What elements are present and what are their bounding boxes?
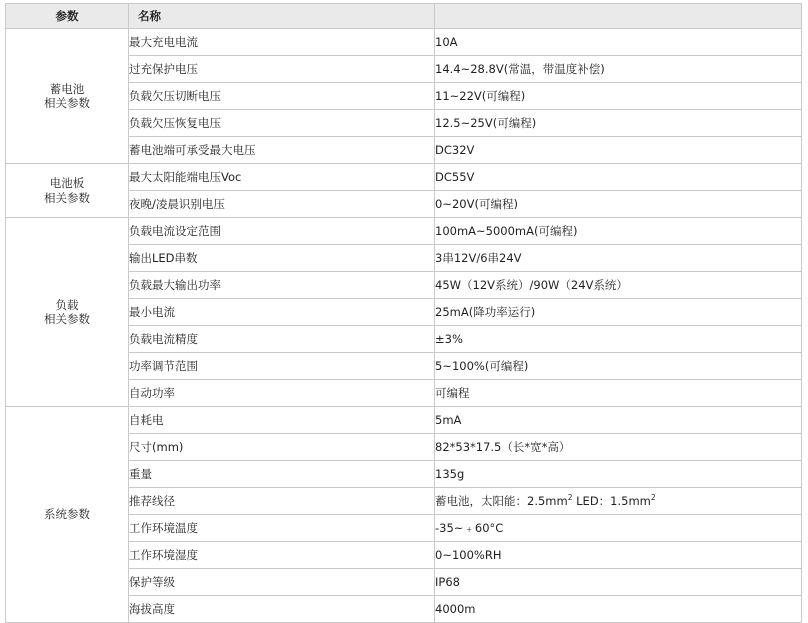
item-value: DC32V: [435, 137, 802, 164]
table-row: [6, 164, 802, 191]
item-value: DC55V: [435, 164, 802, 191]
item-value: 10A: [435, 29, 802, 56]
table-row: [6, 407, 802, 434]
item-label: 过充保护电压: [129, 56, 435, 83]
item-label: 负载欠压切断电压: [129, 83, 435, 110]
spec-sheet: [0, 3, 808, 616]
item-value: -35~﹢60°C: [435, 515, 802, 542]
item-label: 自耗电: [129, 407, 435, 434]
item-value: IP68: [435, 569, 802, 596]
item-label: 重量: [129, 461, 435, 488]
header-parameter: 参数: [6, 4, 129, 29]
item-label: 海拔高度: [129, 596, 435, 623]
item-value: 5~100%(可编程): [435, 353, 802, 380]
item-label: 最大充电电流: [129, 29, 435, 56]
header-name: 名称: [129, 4, 435, 29]
specifications-table: [5, 3, 802, 623]
item-value: 4000m: [435, 596, 802, 623]
item-value: 45W（12V系统）/90W（24V系统）: [435, 272, 802, 299]
group-label-line2: 相关参数: [44, 96, 90, 110]
wire-value-part2: LED：1.5mm: [572, 493, 651, 508]
item-label: 自动功率: [129, 380, 435, 407]
item-value-wire: [435, 488, 802, 515]
item-value: 25mA(降功率运行): [435, 299, 802, 326]
item-label: 工作环境温度: [129, 515, 435, 542]
item-label: 最小电流: [129, 299, 435, 326]
item-value: ±3%: [435, 326, 802, 353]
group-label-line1: 蓄电池: [49, 81, 85, 96]
item-label: 负载电流设定范围: [129, 218, 435, 245]
item-label: 负载最大输出功率: [129, 272, 435, 299]
item-label: 尺寸(mm): [129, 434, 435, 461]
item-value: 12.5~25V(可编程): [435, 110, 802, 137]
item-label: 保护等级: [129, 569, 435, 596]
item-label: 输出LED串数: [129, 245, 435, 272]
group-label-line1: 负载: [55, 297, 79, 312]
group-label-panel: [6, 164, 129, 218]
item-value: 82*53*17.5（长*宽*高）: [435, 434, 802, 461]
item-label: 推荐线径: [129, 488, 435, 515]
item-value: 135g: [435, 461, 802, 488]
table-row: [6, 218, 802, 245]
item-value: 3串12V/6串24V: [435, 245, 802, 272]
item-label: 工作环境湿度: [129, 542, 435, 569]
wire-sup1: 2: [567, 492, 573, 502]
table-header-row: [6, 4, 802, 29]
group-label-line2: 相关参数: [44, 312, 90, 326]
wire-sup2: 2: [650, 492, 656, 502]
table-row: [6, 29, 802, 56]
item-value: 14.4~28.8V(常温，带温度补偿): [435, 56, 802, 83]
item-label: 负载欠压恢复电压: [129, 110, 435, 137]
item-value: 可编程: [435, 380, 802, 407]
wire-value-part1: 蓄电池，太阳能：2.5mm: [435, 493, 568, 508]
group-label-line1: 系统参数: [44, 507, 90, 522]
item-label: 负载电流精度: [129, 326, 435, 353]
group-label-line1: 电池板: [49, 176, 85, 191]
group-label-battery: [6, 29, 129, 164]
item-value: 5mA: [435, 407, 802, 434]
item-label: 蓄电池端可承受最大电压: [129, 137, 435, 164]
item-value: 0~20V(可编程): [435, 191, 802, 218]
item-label: 最大太阳能端电压Voc: [129, 164, 435, 191]
group-label-line2: 相关参数: [44, 190, 90, 205]
item-value: 0~100%RH: [435, 542, 802, 569]
item-label: 功率调节范围: [129, 353, 435, 380]
item-value: 100mA~5000mA(可编程): [435, 218, 802, 245]
group-label-system: [6, 407, 129, 623]
header-value: [435, 4, 802, 29]
item-value: 11~22V(可编程): [435, 83, 802, 110]
group-label-load: [6, 218, 129, 407]
item-label: 夜晚/凌晨识别电压: [129, 191, 435, 218]
